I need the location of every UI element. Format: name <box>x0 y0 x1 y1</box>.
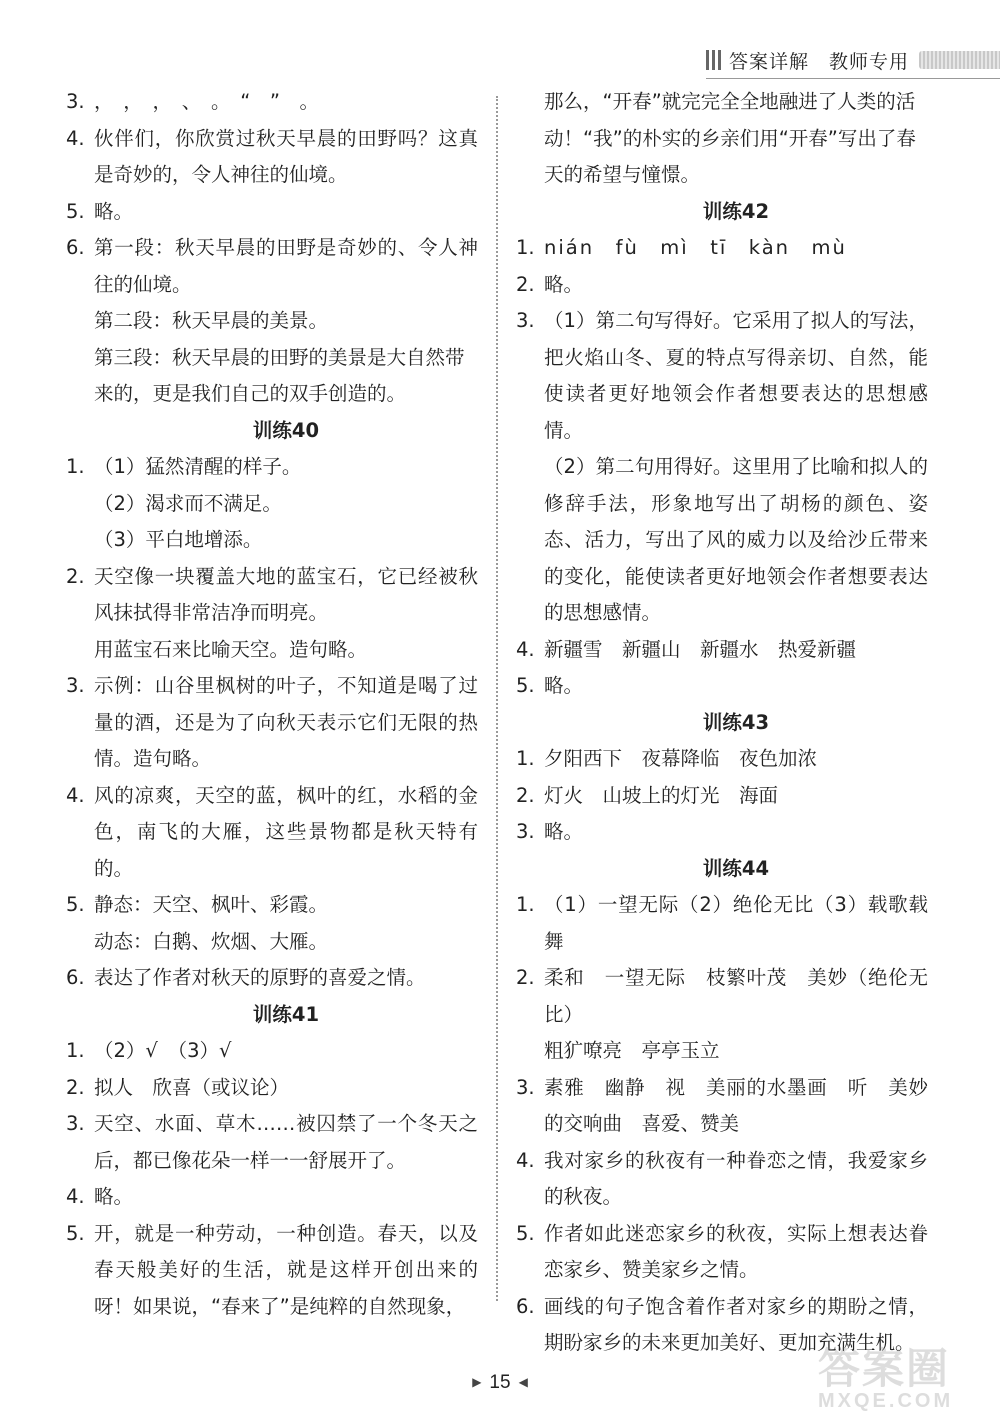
item-text: 画线的句子饱含着作者对家乡的期盼之情，期盼家乡的未来更加美好、更加充满生机。 <box>544 1294 928 1354</box>
item-text: 新疆雪 新疆山 新疆水 热爱新疆 <box>544 637 857 661</box>
item-number: 3. <box>516 309 535 332</box>
list-item <box>66 1070 478 1107</box>
watermark-main-text: 答案圈 <box>818 1344 951 1393</box>
item-number: 4. <box>66 783 85 807</box>
item-text: ， ， ， 、 。 “ ” 。 <box>94 90 319 113</box>
list-item <box>66 1216 478 1326</box>
header-title-teacher: 教师专用 <box>829 50 910 73</box>
item-text: （2）√ （3）√ <box>94 1039 232 1062</box>
item-text: nián fù mì tī kàn mù <box>544 236 847 259</box>
item-continuation: 粗犷嘹亮 亭亭玉立 <box>544 1039 720 1062</box>
item-continuation: （3）平白地增添。 <box>94 528 263 551</box>
item-number: 4. <box>516 1148 535 1172</box>
item-text: 素雅 幽静 视 美丽的水墨画 听 美妙的交响曲 喜爱、赞美 <box>544 1075 928 1135</box>
item-continuation: 第三段：秋天早晨的田野的美景是大自然带来的，更是我们自己的双手创造的。 <box>94 345 465 405</box>
page-number: 15 <box>489 1372 511 1393</box>
item-number: 4. <box>516 637 535 661</box>
item-text: 示例：山谷里枫树的叶子，不知道是喝了过量的酒，还是为了向秋天表示它们无限的热情。造句略。 <box>94 674 478 770</box>
item-continuation: （2）第二句用得好。这里用了比喻和拟人的修辞手法，形象地写出了胡杨的颜色、姿态、活力，写出了风的威力以及给沙丘带来的变化，能使读者更好地领会作者想要表达的思想感情。 <box>544 455 928 624</box>
item-continuation: 动态：白鹅、炊烟、大雁。 <box>94 929 329 953</box>
list-item <box>516 632 928 669</box>
section-title-42: 训练42 <box>702 199 770 223</box>
item-number: 5. <box>66 1221 85 1245</box>
list-item <box>66 1179 478 1216</box>
header-decoration <box>919 51 1000 69</box>
item-text: 略。 <box>94 1185 134 1208</box>
item-text: 开，就是一种劳动，一种创造。春天，以及春天般美好的生活，就是这样开创出来的呀！如果说，“春来了”是纯粹的自然现象， <box>94 1221 478 1318</box>
item-number: 2. <box>516 783 535 807</box>
item-number: 2. <box>66 564 85 588</box>
list-item <box>66 1033 478 1070</box>
list-item <box>66 887 478 924</box>
item-number: 3. <box>516 1075 535 1099</box>
item-number: 2. <box>66 1075 85 1099</box>
item-number: 3. <box>66 674 85 697</box>
list-item <box>516 303 928 449</box>
list-item <box>516 1216 928 1289</box>
item-continuation: 第二段：秋天早晨的美景。 <box>94 309 329 332</box>
section-title-40: 训练40 <box>252 418 320 442</box>
item-text: 第一段：秋天早晨的田野是奇妙的、令人神往的仙境。 <box>94 236 478 296</box>
list-item <box>66 668 478 778</box>
header-bars-icon <box>706 50 721 70</box>
item-text: 作者如此迷恋家乡的秋夜，实际上想表达眷恋家乡、赞美家乡之情。 <box>544 1221 928 1281</box>
list-item <box>516 778 928 815</box>
section-title-43: 训练43 <box>702 710 770 734</box>
item-text: （1）猛然清醒的样子。 <box>94 455 302 478</box>
left-column <box>66 84 478 1325</box>
list-item <box>516 741 928 778</box>
item-number: 5. <box>516 674 535 697</box>
item-number: 4. <box>66 126 85 150</box>
list-item <box>66 230 478 303</box>
item-text: 天空、水面、草木……被囚禁了一个冬天之后，都已像花朵一样一一舒展开了。 <box>94 1112 478 1172</box>
item-text: （1）第二句写得好。它采用了拟人的写法，把火焰山冬、夏的特点写得亲切、自然，能使读者更好地领会作者想要表达的思想感情。 <box>544 309 928 442</box>
item-text: 拟人 欣喜（或议论） <box>94 1075 290 1099</box>
list-item <box>66 194 478 231</box>
list-item <box>516 814 928 851</box>
item-number: 1. <box>66 455 85 478</box>
section-title-44: 训练44 <box>702 856 770 880</box>
item-number: 1. <box>516 893 535 916</box>
right-column <box>516 84 928 1362</box>
item-text: 略。 <box>544 820 584 843</box>
item-text: （1）一望无际（2）绝伦无比（3）载歌载舞 <box>544 893 928 953</box>
item-text: 天空像一块覆盖大地的蓝宝石，它已经被秋风抹拭得非常洁净而明亮。 <box>94 564 478 624</box>
column-divider <box>496 96 498 1301</box>
item-text: 略。 <box>544 272 584 296</box>
list-item <box>516 1143 928 1216</box>
list-item <box>516 1070 928 1143</box>
item-text: 柔和 一望无际 枝繁叶茂 美妙（绝伦无比） <box>544 966 928 1026</box>
item-number: 4. <box>66 1185 85 1208</box>
list-item <box>66 449 478 486</box>
item-text: 风的凉爽，天空的蓝，枫叶的红，水稻的金色，南飞的大雁，这些景物都是秋天特有的。 <box>94 783 478 880</box>
header-rule <box>706 78 1000 79</box>
item-number: 5. <box>516 1221 535 1245</box>
list-item <box>66 1106 478 1179</box>
item-number: 1. <box>516 236 535 259</box>
list-item <box>516 960 928 1033</box>
item-number: 3. <box>66 90 85 113</box>
triangle-right-icon: ▶ <box>472 1375 482 1389</box>
header-title-answers: 答案详解 <box>729 50 810 73</box>
list-item <box>66 121 478 194</box>
item-text: 静态：天空、枫叶、彩霞。 <box>94 893 329 916</box>
list-item <box>516 668 928 705</box>
item-number: 5. <box>66 893 85 916</box>
watermark-sub-text: MXQE.COM <box>818 1390 954 1412</box>
item-continuation: 用蓝宝石来比喻天空。造句略。 <box>94 637 368 661</box>
item-number: 1. <box>66 1039 85 1062</box>
item-text: 夕阳西下 夜幕降临 夜色加浓 <box>544 747 818 770</box>
item-number: 5. <box>66 199 85 223</box>
item-continuation: 那么，“开春”就完完全全地融进了人类的活动！“我”的朴实的乡亲们用“开春”写出了春天的希望与憧憬。 <box>544 90 916 186</box>
item-text: 略。 <box>544 674 584 697</box>
item-text: 表达了作者对秋天的原野的喜爱之情。 <box>94 966 426 989</box>
item-number: 1. <box>516 747 535 770</box>
item-text: 伙伴们，你欣赏过秋天早晨的田野吗？这真是奇妙的，令人神往的仙境。 <box>94 126 478 186</box>
item-text: 灯火 山坡上的灯光 海面 <box>544 783 779 807</box>
item-continuation: （2）渴求而不满足。 <box>94 491 282 515</box>
page-header <box>706 42 1000 78</box>
list-item <box>66 84 478 121</box>
item-number: 2. <box>516 272 535 296</box>
list-item <box>66 559 478 632</box>
item-number: 2. <box>516 966 535 989</box>
item-text: 略。 <box>94 199 134 223</box>
list-item <box>516 230 928 267</box>
section-title-41: 训练41 <box>252 1002 320 1026</box>
list-item <box>516 267 928 304</box>
list-item <box>66 778 478 888</box>
list-item <box>516 887 928 960</box>
watermark-logo <box>818 1336 978 1422</box>
item-text: 我对家乡的秋夜有一种眷恋之情，我爱家乡的秋夜。 <box>544 1148 928 1208</box>
item-number: 6. <box>516 1294 535 1318</box>
list-item <box>66 960 478 997</box>
item-number: 6. <box>66 966 85 989</box>
item-number: 6. <box>66 236 85 259</box>
item-number: 3. <box>66 1112 85 1135</box>
item-number: 3. <box>516 820 535 843</box>
triangle-left-icon: ◀ <box>518 1375 528 1389</box>
